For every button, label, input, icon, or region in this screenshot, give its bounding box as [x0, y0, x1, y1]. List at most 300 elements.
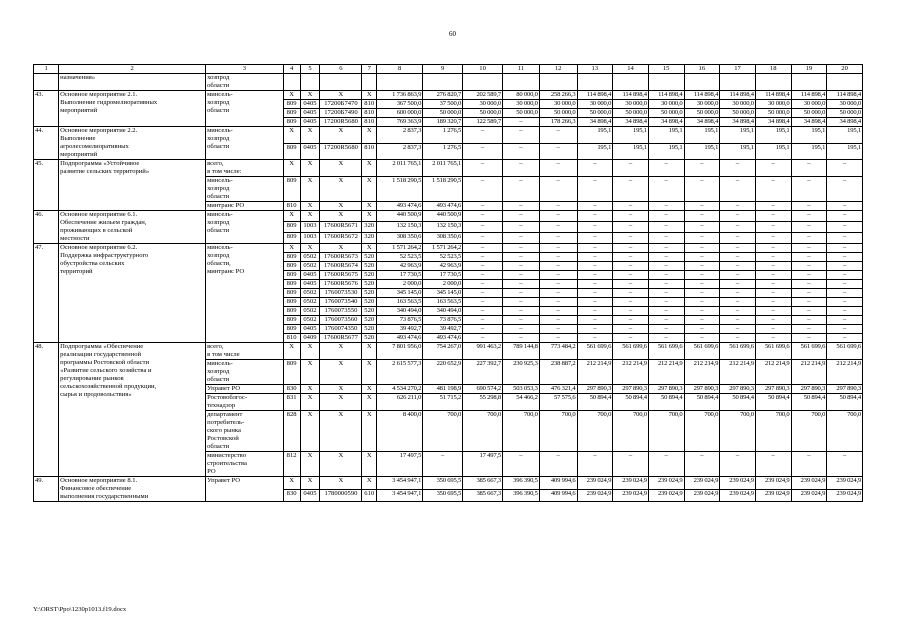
- amount-cell: –: [720, 289, 756, 298]
- page-number: 60: [449, 30, 456, 38]
- amount-cell: –: [539, 233, 577, 244]
- program-name-cell: Основное мероприятие 2.2. Выполнение агролесомелиоративных мероприятий: [59, 127, 206, 160]
- amount-cell: 50 000,0: [613, 109, 649, 118]
- header-cell: 1: [34, 65, 59, 74]
- code-cell: 520: [362, 253, 377, 262]
- amount-cell: [503, 74, 540, 91]
- amount-cell: –: [648, 289, 684, 298]
- amount-cell: –: [755, 222, 791, 233]
- table-row: [34, 477, 863, 490]
- header-cell: 18: [755, 65, 791, 74]
- amount-cell: –: [577, 202, 613, 211]
- code-cell: 17600R5676: [320, 280, 362, 289]
- amount-cell: –: [827, 316, 863, 325]
- amount-cell: 1 276,5: [423, 127, 463, 144]
- executor-cell: Управет РО: [206, 477, 284, 502]
- amount-cell: 396 390,5: [503, 489, 540, 502]
- header-cell: 17: [720, 65, 756, 74]
- code-cell: X: [320, 202, 362, 211]
- amount-cell: 396 390,5: [503, 477, 540, 490]
- code-cell: X: [362, 177, 377, 202]
- amount-cell: –: [791, 160, 827, 177]
- amount-cell: –: [613, 316, 649, 325]
- amount-cell: 50 894,4: [577, 394, 613, 411]
- row-number-cell: 44.: [34, 127, 59, 160]
- amount-cell: 50 894,4: [720, 394, 756, 411]
- amount-cell: 30 000,0: [684, 100, 720, 109]
- amount-cell: –: [539, 298, 577, 307]
- amount-cell: 258 266,3: [539, 91, 577, 100]
- executor-cell: Управет РО: [206, 385, 284, 394]
- amount-cell: –: [791, 316, 827, 325]
- code-cell: 1760073540: [320, 298, 362, 307]
- amount-cell: –: [463, 280, 503, 289]
- amount-cell: 73 876,5: [377, 316, 423, 325]
- amount-cell: –: [577, 307, 613, 316]
- amount-cell: 34 898,4: [827, 118, 863, 127]
- amount-cell: 239 024,9: [577, 489, 613, 502]
- amount-cell: –: [791, 334, 827, 343]
- amount-cell: –: [577, 325, 613, 334]
- amount-cell: –: [827, 298, 863, 307]
- row-number-cell: 47.: [34, 244, 59, 343]
- amount-cell: 440 500,9: [377, 211, 423, 222]
- amount-cell: 789 144,8: [503, 343, 540, 360]
- amount-cell: –: [755, 202, 791, 211]
- amount-cell: –: [791, 325, 827, 334]
- program-name-cell: Основное мероприятие 8.1. Финансовое обеспечение выполнения государственными: [59, 477, 206, 502]
- amount-cell: 700,0: [791, 411, 827, 452]
- amount-cell: –: [613, 334, 649, 343]
- amount-cell: –: [755, 334, 791, 343]
- amount-cell: –: [791, 202, 827, 211]
- amount-cell: 114 898,4: [684, 91, 720, 100]
- table-row: [34, 343, 863, 360]
- code-cell: X: [320, 452, 362, 477]
- code-cell: 17200R5680: [320, 118, 362, 127]
- code-cell: X: [300, 244, 320, 253]
- amount-cell: –: [684, 280, 720, 289]
- amount-cell: –: [755, 160, 791, 177]
- amount-cell: 769 363,9: [377, 118, 423, 127]
- amount-cell: –: [539, 307, 577, 316]
- code-cell: X: [362, 127, 377, 144]
- code-cell: 610: [362, 489, 377, 502]
- amount-cell: –: [613, 233, 649, 244]
- amount-cell: –: [720, 325, 756, 334]
- amount-cell: –: [684, 289, 720, 298]
- amount-cell: 1 571 264,2: [423, 244, 463, 253]
- amount-cell: –: [684, 202, 720, 211]
- code-cell: X: [283, 127, 300, 144]
- amount-cell: –: [648, 298, 684, 307]
- code-cell: 809: [283, 222, 300, 233]
- amount-cell: 50 000,0: [577, 109, 613, 118]
- amount-cell: 50 000,0: [463, 109, 503, 118]
- code-cell: 1760073530: [320, 289, 362, 298]
- amount-cell: –: [827, 202, 863, 211]
- header-row: [34, 65, 863, 74]
- amount-cell: –: [720, 233, 756, 244]
- table-row: [34, 91, 863, 100]
- amount-cell: 212 214,9: [791, 360, 827, 385]
- amount-cell: 4 534 270,2: [377, 385, 423, 394]
- amount-cell: 34 898,4: [755, 118, 791, 127]
- amount-cell: –: [684, 262, 720, 271]
- row-number-cell: 43.: [34, 91, 59, 127]
- code-cell: 17600R5671: [320, 222, 362, 233]
- code-cell: 809: [283, 316, 300, 325]
- amount-cell: 132 150,3: [377, 222, 423, 233]
- code-cell: X: [362, 91, 377, 100]
- amount-cell: –: [684, 211, 720, 222]
- amount-cell: –: [463, 143, 503, 160]
- amount-cell: 30 000,0: [827, 100, 863, 109]
- header-cell: 8: [377, 65, 423, 74]
- amount-cell: 17 730,5: [423, 271, 463, 280]
- code-cell: 17200Б7470: [320, 100, 362, 109]
- amount-cell: –: [827, 253, 863, 262]
- amount-cell: –: [463, 211, 503, 222]
- header-cell: 9: [423, 65, 463, 74]
- executor-cell: департамент потребитель- ского рынка Ростовской области: [206, 411, 284, 452]
- amount-cell: –: [577, 160, 613, 177]
- code-cell: 17200Б7490: [320, 109, 362, 118]
- amount-cell: –: [827, 289, 863, 298]
- amount-cell: 195,1: [613, 143, 649, 160]
- amount-cell: 561 699,6: [648, 343, 684, 360]
- amount-cell: 1 518 290,5: [423, 177, 463, 202]
- executor-cell: минсель- хозпрод области: [206, 127, 284, 160]
- executor-cell: минтранс РО: [206, 202, 284, 211]
- amount-cell: –: [613, 307, 649, 316]
- amount-cell: 239 024,9: [577, 477, 613, 490]
- code-cell: X: [320, 385, 362, 394]
- amount-cell: –: [648, 271, 684, 280]
- amount-cell: –: [648, 160, 684, 177]
- amount-cell: –: [577, 280, 613, 289]
- amount-cell: –: [577, 211, 613, 222]
- amount-cell: 30 000,0: [539, 100, 577, 109]
- amount-cell: 50 000,0: [755, 109, 791, 118]
- amount-cell: –: [463, 271, 503, 280]
- amount-cell: –: [791, 262, 827, 271]
- amount-cell: 17 497,5: [377, 452, 423, 477]
- amount-cell: –: [613, 289, 649, 298]
- amount-cell: –: [648, 325, 684, 334]
- amount-cell: –: [423, 452, 463, 477]
- code-cell: X: [320, 177, 362, 202]
- amount-cell: –: [648, 334, 684, 343]
- amount-cell: –: [503, 452, 540, 477]
- amount-cell: –: [755, 271, 791, 280]
- code-cell: 520: [362, 325, 377, 334]
- code-cell: X: [362, 452, 377, 477]
- code-cell: [300, 74, 320, 91]
- amount-cell: 700,0: [648, 411, 684, 452]
- amount-cell: –: [827, 160, 863, 177]
- amount-cell: [827, 74, 863, 91]
- header-cell: 4: [283, 65, 300, 74]
- code-cell: 809: [283, 118, 300, 127]
- executor-cell: минсель- хозпрод области, минтранс РО: [206, 244, 284, 343]
- amount-cell: 409 994,6: [539, 477, 577, 490]
- code-cell: 830: [283, 489, 300, 502]
- amount-cell: 600 000,0: [377, 109, 423, 118]
- amount-cell: 50 000,0: [791, 109, 827, 118]
- amount-cell: 17 497,5: [463, 452, 503, 477]
- amount-cell: –: [755, 289, 791, 298]
- amount-cell: –: [577, 452, 613, 477]
- amount-cell: 561 699,6: [791, 343, 827, 360]
- code-cell: X: [283, 211, 300, 222]
- code-cell: X: [320, 477, 362, 490]
- amount-cell: 195,1: [648, 127, 684, 144]
- amount-cell: 754 267,0: [423, 343, 463, 360]
- amount-cell: –: [539, 222, 577, 233]
- amount-cell: –: [539, 280, 577, 289]
- amount-cell: 178 266,3: [539, 118, 577, 127]
- amount-cell: –: [648, 233, 684, 244]
- amount-cell: 297 890,3: [755, 385, 791, 394]
- amount-cell: 239 024,9: [684, 477, 720, 490]
- amount-cell: 50 000,0: [827, 109, 863, 118]
- amount-cell: –: [577, 271, 613, 280]
- code-cell: X: [300, 360, 320, 385]
- amount-cell: 7 801 956,0: [377, 343, 423, 360]
- header-cell: 16: [684, 65, 720, 74]
- amount-cell: 50 894,4: [613, 394, 649, 411]
- amount-cell: –: [720, 202, 756, 211]
- code-cell: 520: [362, 316, 377, 325]
- code-cell: 809: [283, 280, 300, 289]
- amount-cell: –: [684, 233, 720, 244]
- program-name-cell: назначения»: [59, 74, 206, 91]
- code-cell: 520: [362, 289, 377, 298]
- amount-cell: –: [613, 452, 649, 477]
- amount-cell: 340 494,0: [377, 307, 423, 316]
- amount-cell: –: [648, 307, 684, 316]
- amount-cell: 350 695,5: [423, 477, 463, 490]
- amount-cell: 626 211,0: [377, 394, 423, 411]
- header-cell: 10: [463, 65, 503, 74]
- amount-cell: –: [463, 325, 503, 334]
- amount-cell: –: [755, 262, 791, 271]
- code-cell: 520: [362, 271, 377, 280]
- row-number-cell: 46.: [34, 211, 59, 244]
- amount-cell: –: [755, 233, 791, 244]
- amount-cell: –: [539, 127, 577, 144]
- amount-cell: –: [463, 298, 503, 307]
- amount-cell: 3 454 947,1: [377, 489, 423, 502]
- amount-cell: 385 667,3: [463, 477, 503, 490]
- amount-cell: –: [755, 298, 791, 307]
- amount-cell: 345 145,0: [377, 289, 423, 298]
- amount-cell: –: [827, 325, 863, 334]
- amount-cell: [377, 74, 423, 91]
- code-cell: [283, 74, 300, 91]
- code-cell: X: [283, 343, 300, 360]
- row-number-cell: 49.: [34, 477, 59, 502]
- amount-cell: –: [791, 280, 827, 289]
- amount-cell: 239 024,9: [755, 489, 791, 502]
- amount-cell: 50 894,4: [648, 394, 684, 411]
- amount-cell: 34 898,4: [613, 118, 649, 127]
- amount-cell: –: [648, 211, 684, 222]
- amount-cell: –: [539, 177, 577, 202]
- amount-cell: 39 492,7: [423, 325, 463, 334]
- amount-cell: 340 494,0: [423, 307, 463, 316]
- amount-cell: –: [720, 316, 756, 325]
- code-cell: 810: [283, 202, 300, 211]
- amount-cell: –: [791, 307, 827, 316]
- amount-cell: –: [539, 325, 577, 334]
- header-cell: 12: [539, 65, 577, 74]
- table-row: [34, 127, 863, 144]
- amount-cell: 503 053,3: [503, 385, 540, 394]
- amount-cell: –: [755, 177, 791, 202]
- amount-cell: 700,0: [503, 411, 540, 452]
- amount-cell: 50 894,4: [684, 394, 720, 411]
- amount-cell: –: [791, 298, 827, 307]
- amount-cell: –: [684, 316, 720, 325]
- amount-cell: –: [613, 298, 649, 307]
- amount-cell: –: [720, 244, 756, 253]
- amount-cell: 114 898,4: [613, 91, 649, 100]
- amount-cell: 195,1: [684, 143, 720, 160]
- amount-cell: 132 150,3: [423, 222, 463, 233]
- code-cell: X: [283, 477, 300, 490]
- amount-cell: –: [648, 262, 684, 271]
- amount-cell: –: [755, 452, 791, 477]
- amount-cell: –: [503, 307, 540, 316]
- amount-cell: 700,0: [539, 411, 577, 452]
- amount-cell: 212 214,9: [684, 360, 720, 385]
- amount-cell: –: [539, 160, 577, 177]
- amount-cell: 34 898,4: [720, 118, 756, 127]
- executor-cell: всего, в том числе: [206, 343, 284, 360]
- executor-cell: минсель- хозпрод области: [206, 91, 284, 127]
- amount-cell: –: [827, 233, 863, 244]
- code-cell: 809: [283, 143, 300, 160]
- amount-cell: –: [539, 244, 577, 253]
- code-cell: X: [283, 160, 300, 177]
- amount-cell: –: [463, 334, 503, 343]
- code-cell: X: [362, 343, 377, 360]
- amount-cell: 195,1: [827, 127, 863, 144]
- code-cell: X: [320, 211, 362, 222]
- amount-cell: 367 500,0: [377, 100, 423, 109]
- code-cell: 1760073550: [320, 307, 362, 316]
- amount-cell: –: [684, 334, 720, 343]
- code-cell: 1003: [300, 233, 320, 244]
- amount-cell: –: [791, 253, 827, 262]
- amount-cell: –: [463, 262, 503, 271]
- amount-cell: 2 011 765,1: [377, 160, 423, 177]
- amount-cell: 30 000,0: [720, 100, 756, 109]
- footer-file-path: Y:\ORST\Ppo\1230p1013.f19.docx: [33, 606, 127, 613]
- amount-cell: –: [539, 316, 577, 325]
- code-cell: 520: [362, 262, 377, 271]
- amount-cell: –: [577, 298, 613, 307]
- amount-cell: 350 695,5: [423, 489, 463, 502]
- amount-cell: –: [577, 316, 613, 325]
- amount-cell: 34 898,4: [648, 118, 684, 127]
- code-cell: X: [300, 477, 320, 490]
- amount-cell: –: [503, 253, 540, 262]
- amount-cell: 239 024,9: [755, 477, 791, 490]
- amount-cell: –: [720, 280, 756, 289]
- amount-cell: 39 492,7: [377, 325, 423, 334]
- amount-cell: 239 024,9: [648, 489, 684, 502]
- amount-cell: –: [827, 244, 863, 253]
- amount-cell: –: [827, 452, 863, 477]
- amount-cell: 385 667,3: [463, 489, 503, 502]
- amount-cell: 239 024,9: [648, 477, 684, 490]
- amount-cell: –: [613, 280, 649, 289]
- amount-cell: –: [791, 211, 827, 222]
- amount-cell: 73 876,5: [423, 316, 463, 325]
- program-name-cell: Подпрограмма «Устойчивое развитие сельских территорий»: [59, 160, 206, 211]
- amount-cell: 2 837,3: [377, 143, 423, 160]
- amount-cell: 690 574,2: [463, 385, 503, 394]
- header-cell: 2: [59, 65, 206, 74]
- amount-cell: –: [791, 244, 827, 253]
- amount-cell: 239 024,9: [827, 477, 863, 490]
- amount-cell: –: [613, 244, 649, 253]
- code-cell: X: [320, 244, 362, 253]
- amount-cell: –: [791, 452, 827, 477]
- amount-cell: –: [577, 289, 613, 298]
- amount-cell: 42 963,9: [423, 262, 463, 271]
- amount-cell: 195,1: [791, 127, 827, 144]
- amount-cell: 122 589,7: [463, 118, 503, 127]
- code-cell: 1760074350: [320, 325, 362, 334]
- amount-cell: –: [503, 298, 540, 307]
- code-cell: 809: [283, 109, 300, 118]
- amount-cell: –: [613, 271, 649, 280]
- code-cell: 0405: [300, 118, 320, 127]
- code-cell: X: [362, 385, 377, 394]
- amount-cell: –: [613, 325, 649, 334]
- amount-cell: 1 518 290,5: [377, 177, 423, 202]
- amount-cell: 700,0: [613, 411, 649, 452]
- amount-cell: 700,0: [423, 411, 463, 452]
- amount-cell: –: [613, 253, 649, 262]
- code-cell: 0405: [300, 143, 320, 160]
- row-number-cell: 45.: [34, 160, 59, 211]
- code-cell: 809: [283, 307, 300, 316]
- amount-cell: 440 500,9: [423, 211, 463, 222]
- amount-cell: 195,1: [720, 127, 756, 144]
- code-cell: 809: [283, 177, 300, 202]
- amount-cell: –: [503, 316, 540, 325]
- amount-cell: –: [684, 177, 720, 202]
- amount-cell: [539, 74, 577, 91]
- amount-cell: 212 214,9: [827, 360, 863, 385]
- amount-cell: –: [577, 177, 613, 202]
- amount-cell: –: [539, 202, 577, 211]
- amount-cell: 212 214,9: [577, 360, 613, 385]
- amount-cell: –: [720, 271, 756, 280]
- amount-cell: –: [720, 334, 756, 343]
- code-cell: X: [320, 411, 362, 452]
- amount-cell: –: [648, 280, 684, 289]
- code-cell: X: [300, 452, 320, 477]
- code-cell: 809: [283, 233, 300, 244]
- amount-cell: –: [827, 271, 863, 280]
- code-cell: 809: [283, 325, 300, 334]
